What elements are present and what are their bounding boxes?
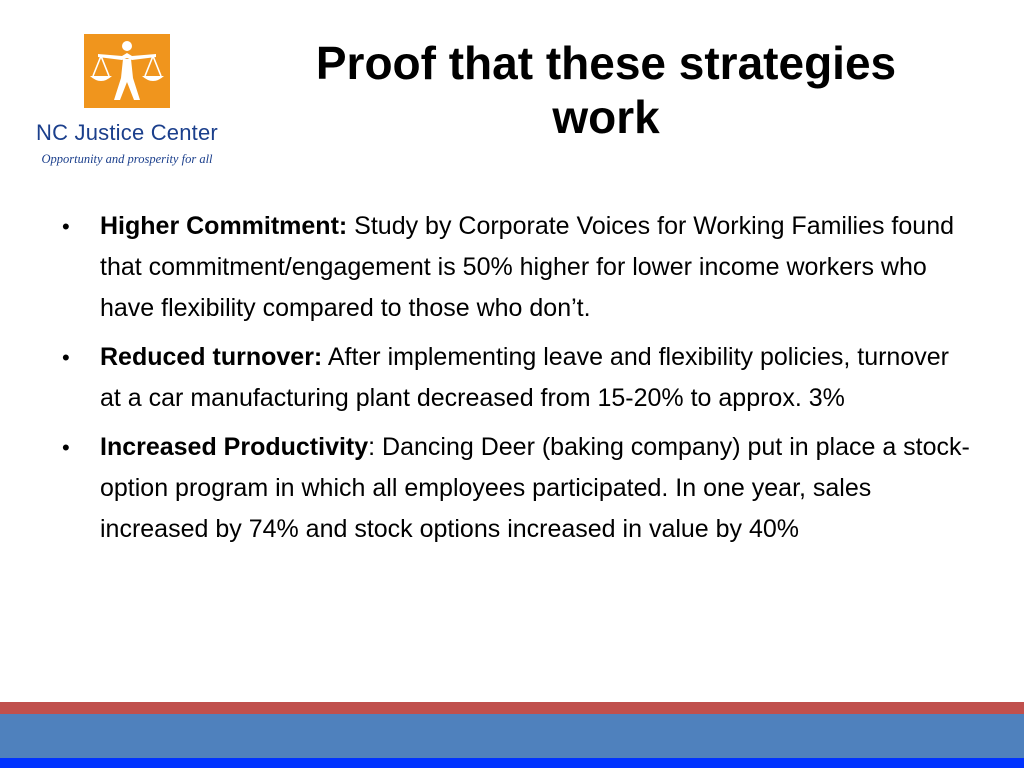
bullet-text: After implementing leave and flexibility policies, turnover at a car manufacturing plant decreased from 15-20% to approx. 3% (100, 343, 949, 412)
bullet-label: Higher Commitment: (100, 212, 348, 240)
footer-bar-bright-blue (0, 758, 1024, 768)
bullet-label: Increased Productivity (100, 433, 369, 461)
bullet-icon: • (62, 214, 70, 239)
slide-title (236, 36, 976, 144)
footer-bar-blue (0, 714, 1024, 758)
logo-tagline: Opportunity and prosperity for all (41, 152, 213, 166)
logo-organization-name: NC Justice Center (36, 120, 218, 145)
slide-content (60, 206, 970, 558)
bullet-label: Reduced turnover: (100, 343, 323, 371)
bullet-list (60, 206, 970, 550)
bullet-item-reduced-turnover (60, 337, 970, 419)
slide-title-line-1: Proof that these strategies (315, 37, 897, 89)
bullet-item-higher-commitment (60, 206, 970, 329)
scales-of-justice-icon (84, 34, 170, 108)
footer-bar-red (0, 702, 1024, 714)
bullet-icon: • (62, 345, 70, 370)
bullet-text: Study by Corporate Voices for Working Families found that commitment/engagement is 50% higher for lower income workers who have flexibility compared to those who don’t. (100, 212, 954, 322)
bullet-icon: • (62, 435, 70, 460)
bullet-item-increased-productivity (60, 427, 970, 550)
slide-title-line-2: work (552, 91, 660, 143)
nc-justice-center-logo (18, 26, 236, 176)
bullet-text: : Dancing Deer (baking company) put in place a stock-option program in which all employees participated. In one year, sales increased by 74% and stock options increased in value by 40% (100, 433, 970, 543)
